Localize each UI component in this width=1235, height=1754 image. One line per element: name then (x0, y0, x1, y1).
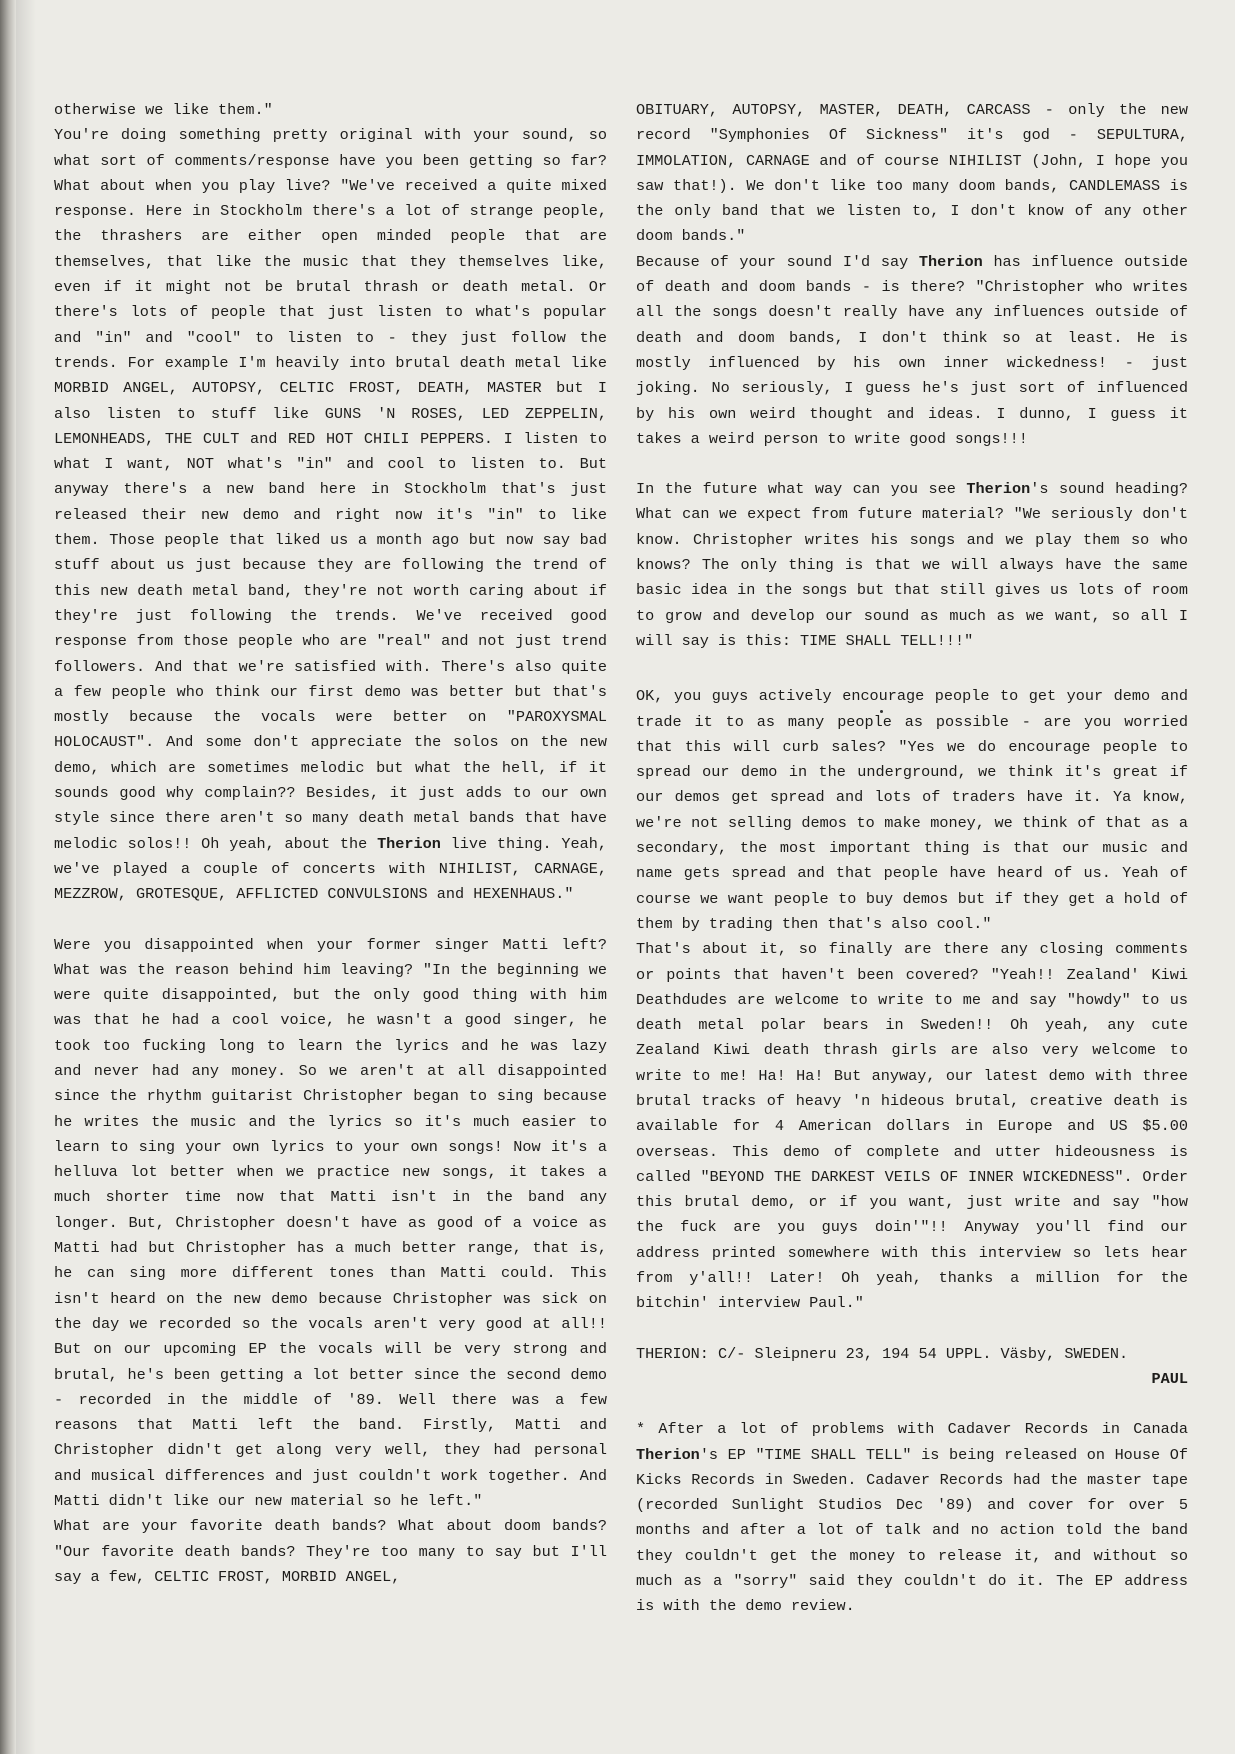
interview-text-block: OBITUARY, AUTOPSY, MASTER, DEATH, CARCASS - only the new record "Symphonies Of Sickness" it's god - SEPULTURA, IMMOLATION, CARNAGE and of course NIHILIST (John, I hope you saw that!). We don't like too many doom bands, CANDLEMASS is the only band that we listen to, I don't know of any other doom bands." (636, 101, 1188, 246)
interview-text: has influence outside of death and doom bands - is there? "Christopher who writes all the songs doesn't really have any influences outside of death and doom bands, I don't think so at least. He is mostly influenced by his own inner wickedness! - just joking. No seriously, I guess he's just sort of influenced by his own weird thought and ideas. I dunno, I guess it takes a weird person to write good songs!!! (636, 252, 1188, 448)
band-contact-address: THERION: C/- Sleipneru 23, 194 54 UPPL. Väsby, SWEDEN. (636, 1344, 1129, 1363)
left-column (54, 98, 607, 1590)
interview-text-block: That's about it, so finally are there any closing comments or points that haven't been covered? "Yeah!! Zealand' Kiwi Deathdudes are welcome to write to me and say "howdy" to us death metal polar bears in Sweden!! Oh yeah, any cute Zealand Kiwi death thrash girls are also very welcome to write to me! Ha! Ha! But anyway, our latest demo with three brutal tracks of heavy 'n hideous brutal, creative death is available for 4 American dollars in Europe and US $5.00 overseas. This demo of complete and utter hideousness is called "BEYOND THE DARKEST VEILS OF INNER WICKEDNESS". Order this brutal demo, or if you want, just write and say "how the fuck are you guys doin'"!! Anyway you'll find our address printed somewhere with this interview so lets hear from y'all!! Later! Oh yeah, thanks a million for the bitchin' interview Paul." (636, 940, 1188, 1313)
binding-edge (0, 0, 16, 1754)
band-name: Therion (377, 834, 441, 853)
author-signature: PAUL (1151, 1369, 1188, 1388)
interview-text: In the future what way can you see (636, 480, 956, 499)
interview-text-block: OK, you guys actively encourage people to get your demo and trade it to as many people as possible - are you worried that this will curb sales? "Yes we do encourage people to spread our demo in the underground, we think it's great if our demos get spread and lots of traders have it. Ya know, we're not selling demos to make money, we think of that as a secondary, the most important thing is that our music and name gets spread and that people have heard of us. Yeah of course we want people to buy demos but if they get a hold of them by trading then that's also cool." (636, 687, 1188, 933)
interview-text-block (636, 250, 1188, 452)
band-name: Therion (636, 1445, 700, 1464)
interview-text-block: otherwise we like them." (54, 101, 273, 119)
interview-text: Because of your sound I'd say (636, 252, 909, 271)
footnote-text: * After a lot of problems with Cadaver Records in Canada (636, 1420, 1188, 1439)
band-name: Therion (966, 480, 1031, 499)
interview-text-block: What are your favorite death bands? What about doom bands? "Our favorite death bands? They're too many to say but I'll say a few, CELTIC FROST, MORBID ANGEL, (54, 1517, 607, 1586)
interview-text: You're doing something pretty original with your sound, so what sort of comments/response have you been getting so far? What about when you play live? "We've received a quite mixed response. Here in Stockholm there's a lot of strange people, the thrashers are either open minded people that are themselves, that like the music that they themselves like, even if it might not be brutal thrash or death metal. Or there's lots of people that just listen to what's popular and "in" and "cool" to listen to - they just follow the trends. For example I'm heavily into brutal death metal like MORBID ANGEL, AUTOPSY, CELTIC FROST, DEATH, MASTER but I also listen to stuff like GUNS 'N ROSES, LED ZEPPELIN, LEMONHEADS, THE CULT and RED HOT CHILI PEPPERS. I listen to what I want, NOT what's "in" and cool to listen to. But anyway there's a new band here in Stockholm that's just released their new demo and right now it's "in" to like them. Those people that liked us a month ago but now say bad stuff about us just because they are following the trend of this new death metal band, they're not worth caring about if they're just following the trends. We've received good response from those people who are "real" and not just trend followers. And that we're satisfied with. There's also quite a few people who think our first demo was better but that's mostly because the vocals were better on "PAROXYSMAL HOLOCAUST". And some don't appreciate the solos on the new demo, which are sometimes melodic but what the hell, if it sounds good why complain?? Besides, it just adds to our own style since there aren't so many death metal bands that have melodic solos!! Oh yeah, about the (54, 126, 607, 853)
interview-text-block: Were you disappointed when your former singer Matti left? What was the reason behind him leaving? "In the beginning we were quite disappointed, but the only good thing with him was that he had a cool voice, he wasn't a good singer, he took too fucking long to learn the lyrics and he was lazy and never had any money. So we aren't at all disappointed since the rhythm guitarist Christopher began to sing because he writes the music and the lyrics so it's much easier to learn to sing your own lyrics to your own songs! Now it's a helluva lot better when we practice new songs, it takes a much shorter time now that Matti isn't in the band any longer. But, Christopher doesn't have as good of a voice as Matti had but Christopher has a much better range, that is, he can sing more different tones than Matti could. This isn't heard on the new demo because Christopher was sick on the day we recorded so the vocals aren't very good at all!! But on our upcoming EP the vocals will be very strong and brutal, he's been getting a lot better since the second demo - recorded in the middle of '89. Well there was a few reasons that Matti left the band. Firstly, Matti and Christopher didn't get along very well, they had personal and musical differences and just couldn't work together. And Matti didn't like our new material so he left." (54, 935, 607, 1511)
interview-text-block (636, 477, 1188, 654)
right-column (636, 98, 1188, 1620)
interview-text: 's sound heading? What can we expect from future material? "We seriously don't know. Christopher writes his songs and we play them so who knows? The only thing is that we will always have the same basic idea in the songs but that still gives us lots of room to grow and develop our sound as much as we want, so all I will say is this: TIME SHALL TELL!!!" (636, 480, 1188, 650)
footnote (636, 1417, 1188, 1619)
band-name: Therion (918, 252, 983, 271)
footnote-text: 's EP "TIME SHALL TELL" is being released on House Of Kicks Records in Sweden. Cadaver Records had the master tape (recorded Sunlight Studios Dec '89) and cover for over 5 months and after a lot of talk and no action told the band they couldn't get the money to release it, and without so much as a "sorry" said they couldn't do it. The EP address is with the demo review. (636, 1445, 1188, 1616)
binding-shadow (16, 0, 36, 1754)
interview-text: live thing. Yeah, we've played a couple of concerts with NIHILIST, CARNAGE, MEZZROW, GROTESQUE, AFFLICTED CONVULSIONS and HEXENHAUS." (54, 834, 607, 904)
interview-text-block (54, 123, 607, 907)
